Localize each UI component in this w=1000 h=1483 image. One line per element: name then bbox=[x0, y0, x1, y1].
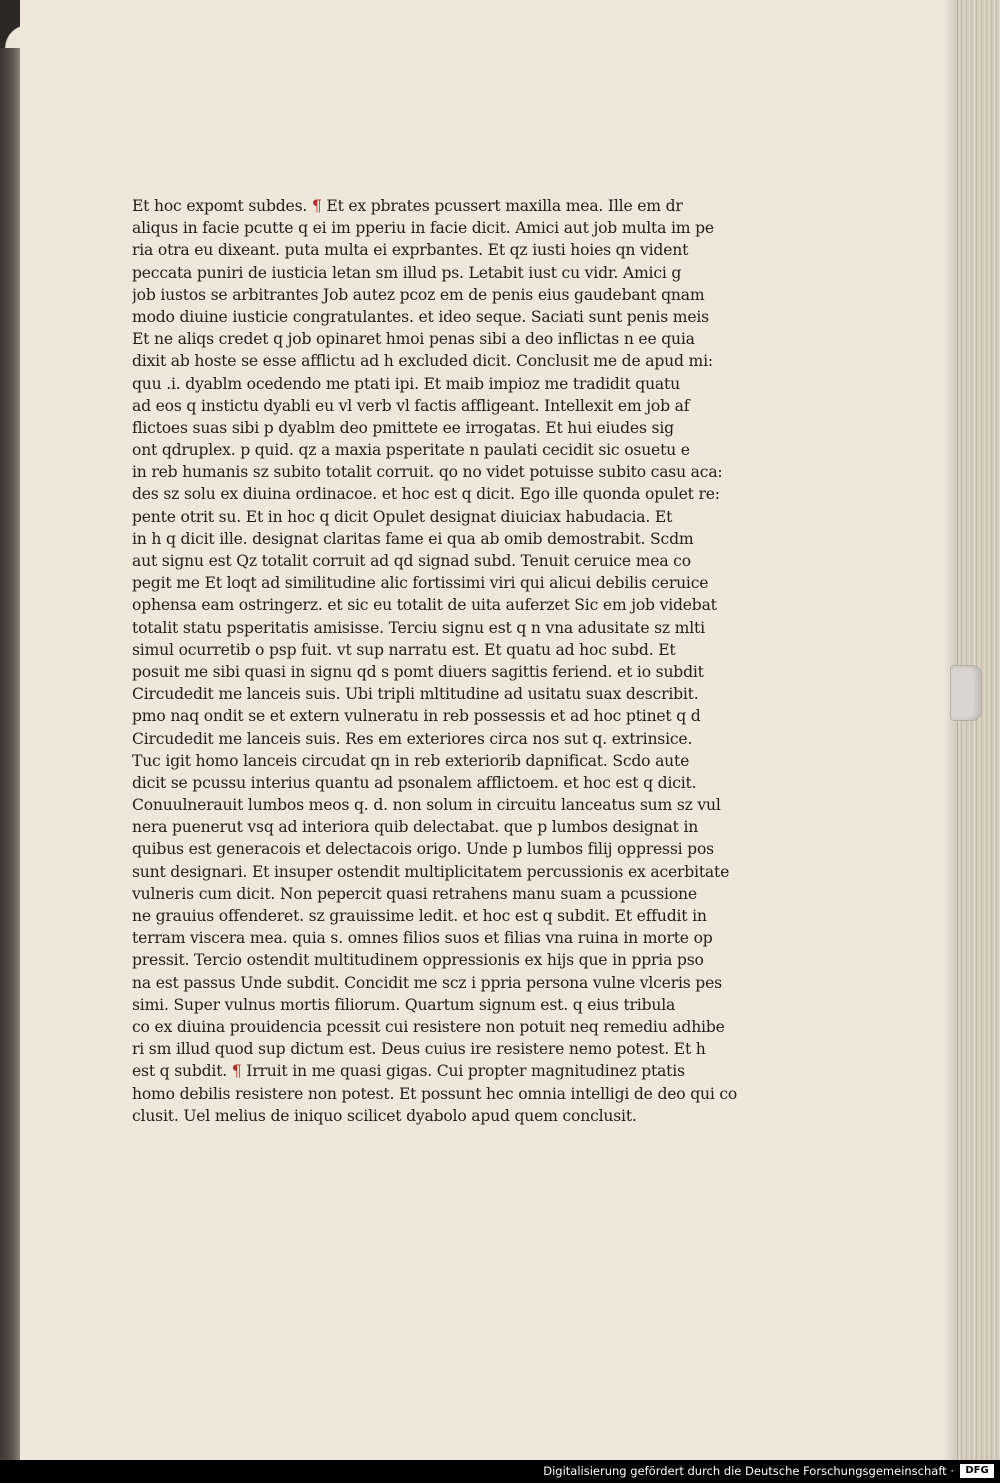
text-line: modo diuine iusticie congratulantes. et ideo seque. Saciati sunt penis meis bbox=[132, 307, 709, 326]
text-line: pegit me Et loqt ad similitudine alic fortissimi viri qui alicui debilis ceruice bbox=[132, 574, 709, 593]
text-line: terram viscera mea. quia s. omnes filios suos et filias vna ruina in morte op bbox=[132, 929, 713, 948]
text-line: quu .i. dyablm ocedendo me ptati ipi. Et maib impioz me tradidit quatu bbox=[132, 374, 680, 393]
text-line: posuit me sibi quasi in signu qd s pomt diuers sagittis feriend. et io subdit bbox=[132, 662, 704, 681]
text-column bbox=[132, 195, 782, 1127]
text-line: ne grauius offenderet. sz grauissime ledit. et hoc est q subdit. Et effudit in bbox=[132, 907, 707, 925]
text-line: ont qdruplex. p quid. qz a maxia psperitate n paulati cecidit sic osuetu e bbox=[132, 441, 690, 460]
page-edges-right bbox=[957, 0, 1000, 1460]
text-line: simi. Super vulnus mortis filiorum. Quartum signum est. q eius tribula bbox=[132, 995, 676, 1014]
text-line: Et ne aliqs credet q job opinaret hmoi penas sibi a deo inflictas n ee quia bbox=[132, 330, 695, 349]
text-line: na est passus Unde subdit. Concidit me scz i ppria persona vulne vlceris pes bbox=[132, 973, 722, 992]
footer-credit-text: Digitalisierung gefördert durch die Deutsche Forschungsgemeinschaft · bbox=[543, 1464, 954, 1478]
text-line: simul ocurretib o psp fuit. vt sup narratu est. Et quatu ad hoc subd. Et bbox=[132, 640, 676, 659]
text-line: Circudedit me lanceis suis. Ubi tripli mltitudine ad usitatu suax describit. bbox=[132, 685, 699, 704]
text-line: job iustos se arbitrantes Job autez pcoz em de penis eius gaudebant qnam bbox=[132, 285, 705, 304]
text-line: pressit. Tercio ostendit multitudinem oppressionis ex hijs que in ppria pso bbox=[132, 951, 704, 970]
text-line: ophensa eam ostringerz. et sic eu totalit de uita auferzet Sic em job videbat bbox=[132, 596, 717, 615]
text-line: des sz solu ex diuina ordinacoe. et hoc est q dicit. Ego ille quonda opulet re: bbox=[132, 485, 720, 504]
text-line: pmo naq ondit se et extern vulneratu in reb possessis et ad hoc ptinet q d bbox=[132, 707, 701, 726]
text-line: ria otra eu dixeant. puta multa ei exprbantes. Et qz iusti hoies qn vident bbox=[132, 241, 689, 260]
text-line: Circudedit me lanceis suis. Res em exteriores circa nos sut q. extrinsice. bbox=[132, 729, 693, 748]
text-line: totalit statu psperitatis amisisse. Terciu signu est q n vna adusitate sz mlti bbox=[132, 618, 705, 637]
page-tab-marker bbox=[950, 665, 982, 721]
text-line: pente otrit su. Et in hoc q dicit Opulet designat diuiciax habudacia. Et bbox=[132, 507, 673, 526]
text-line: quibus est generacois et delectacois origo. Unde p lumbos filij oppressi pos bbox=[132, 840, 714, 859]
text-line: in reb humanis sz subito totalit corruit. qo no videt potuisse subito casu aca: bbox=[132, 463, 723, 482]
book-binding-left bbox=[0, 0, 20, 1460]
text-line: homo debilis resistere non potest. Et possunt hec omnia intelligi de deo qui co bbox=[132, 1084, 738, 1103]
text-line: Conuulnerauit lumbos meos q. d. non solum in circuitu lanceatus sum sz vul bbox=[132, 796, 721, 815]
text-line: Et hoc expomt subdes. ¶ Et ex pbrates pcussert maxilla mea. Ille em dr bbox=[132, 197, 683, 215]
text-line: ri sm illud quod sup dictum est. Deus cuius ire resistere nemo potest. Et h bbox=[132, 1040, 706, 1059]
text-line: aut signu est Qz totalit corruit ad qd signad subd. Tenuit ceruice mea co bbox=[132, 552, 691, 570]
text-line: flictoes suas sibi p dyablm deo pmittete ee irrogatas. Et hui eiudes sig bbox=[132, 418, 674, 437]
text-line: ad eos q instictu dyabli eu vl verb vl factis affligeant. Intellexit em job af bbox=[132, 396, 690, 415]
text-line: co ex diuina prouidencia pcessit cui resistere non potuit neq remediu adhibe bbox=[132, 1017, 725, 1036]
book-page bbox=[20, 0, 938, 1460]
page-gutter-shadow bbox=[944, 0, 958, 1460]
dfg-logo-icon: DFG bbox=[960, 1464, 994, 1478]
paragraph-mark-icon: ¶ bbox=[231, 1062, 242, 1081]
text-line: dicit se pcussu interius quantu ad psonalem afflictoem. et hoc est q dicit. bbox=[132, 773, 697, 792]
paragraph-mark-icon: ¶ bbox=[311, 197, 322, 215]
text-line: est q subdit. ¶ Irruit in me quasi gigas. Cui propter magnitudinez ptatis bbox=[132, 1062, 685, 1081]
text-line: in h q dicit ille. designat claritas fame ei qua ab omib demostrabit. Scdm bbox=[132, 529, 694, 548]
text-line: sunt designari. Et insuper ostendit multiplicitatem percussionis ex acerbitate bbox=[132, 862, 730, 881]
text-line: aliqus in facie pcutte q ei im pperiu in facie dicit. Amici aut job multa im pe bbox=[132, 219, 714, 238]
footer-bar bbox=[0, 1460, 1000, 1483]
text-line: nera puenerut vsq ad interiora quib delectabat. que p lumbos designat in bbox=[132, 818, 699, 837]
text-line: dixit ab hoste se esse afflictu ad h excluded dicit. Conclusit me de apud mi: bbox=[132, 352, 713, 371]
text-line: Tuc igit homo lanceis circudat qn in reb exteriorib dapnificat. Scdo aute bbox=[132, 751, 690, 770]
text-line: clusit. Uel melius de iniquo scilicet dyabolo apud quem conclusit. bbox=[132, 1106, 637, 1125]
text-line: vulneris cum dicit. Non pepercit quasi retrahens manu suam a pcussione bbox=[132, 884, 697, 903]
text-line: peccata puniri de iusticia letan sm illud ps. Letabit iust cu vidr. Amici g bbox=[132, 263, 682, 282]
